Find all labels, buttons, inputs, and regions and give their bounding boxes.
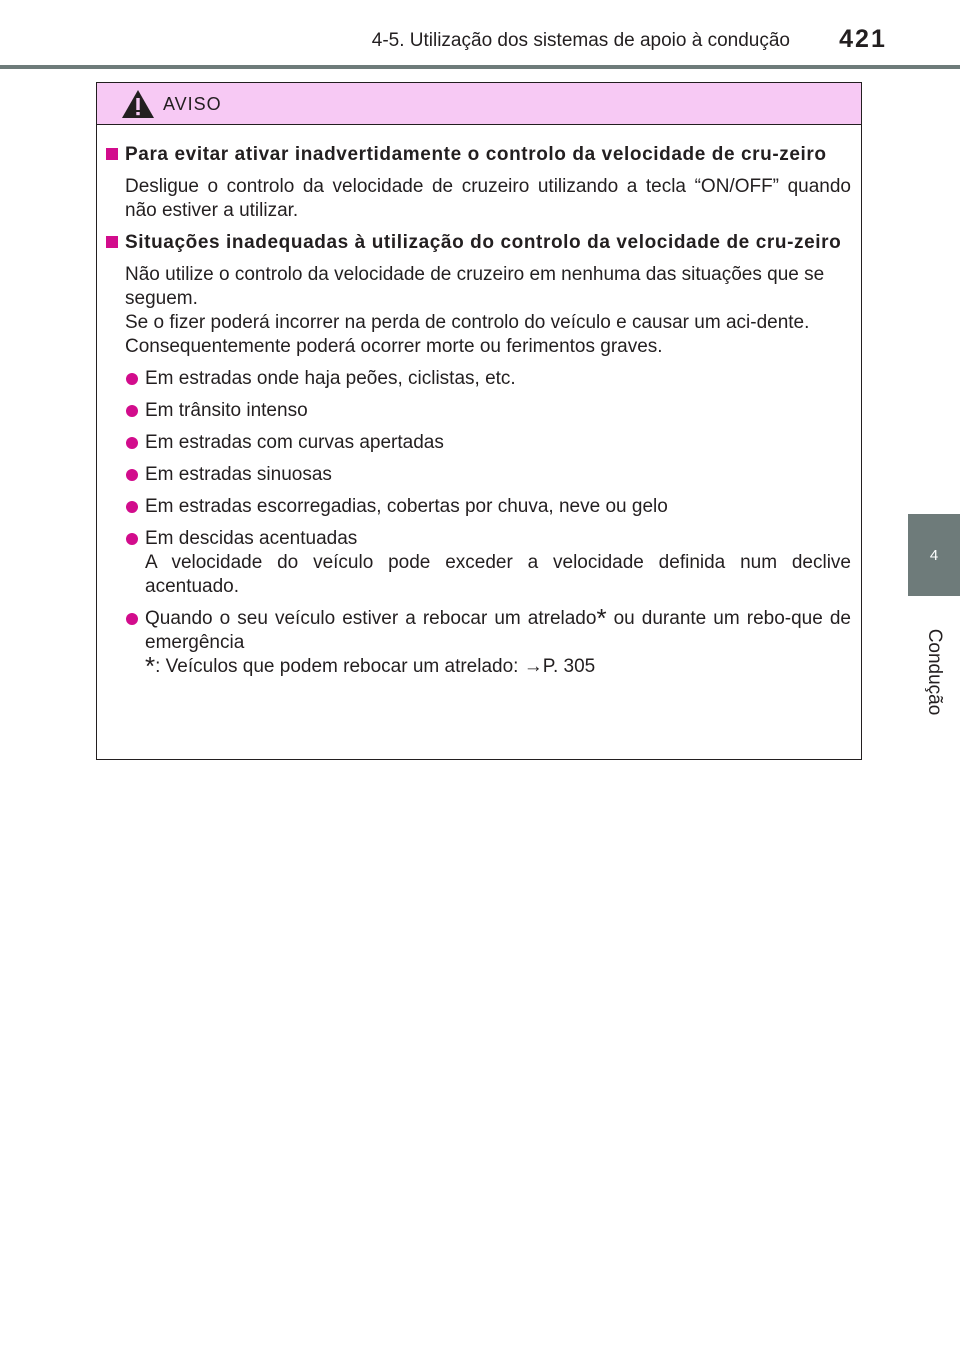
chapter-label: Condução — [924, 628, 945, 716]
chapter-tab — [908, 514, 960, 596]
list-item: Em estradas onde haja peões, ciclistas, etc. — [105, 367, 851, 391]
list-item: Em trânsito intenso — [105, 399, 851, 423]
topic-paragraph — [105, 263, 851, 359]
round-bullet-icon — [126, 437, 138, 449]
round-bullet-icon — [126, 613, 138, 625]
section-title: 4-5. Utilização dos sistemas de apoio à condução — [371, 30, 790, 51]
square-bullet-icon — [106, 236, 118, 248]
paragraph-line: Se o fizer poderá incorrer na perda de controlo do veículo e causar um aci-dente. Consequentemente poderá ocorrer morte ou ferimentos graves. — [125, 312, 810, 357]
round-bullet-icon — [126, 501, 138, 513]
round-bullet-icon — [126, 533, 138, 545]
list-item: Em estradas escorregadias, cobertas por chuva, neve ou gelo — [105, 495, 851, 519]
round-bullet-icon — [126, 373, 138, 385]
warning-title: AVISO — [163, 94, 222, 114]
arrow-right-icon: → — [523, 656, 543, 677]
warning-body — [97, 125, 861, 679]
round-bullet-icon — [126, 469, 138, 481]
header-divider — [0, 65, 960, 69]
page-reference-link[interactable]: P. 305 — [542, 656, 596, 677]
list-item: Quando o seu veículo estiver a rebocar um atrelado* ou durante um rebo-que de emergência *: Veículos que podem rebocar um atrelado: →P. 305 — [105, 607, 851, 679]
footnote: *: Veículos que podem rebocar um atrelado: →P. 305 — [145, 651, 596, 681]
warning-triangle-icon — [121, 89, 155, 119]
topic-paragraph: Desligue o controlo da velocidade de cruzeiro utilizando a tecla “ON/OFF” quando não estiver a utilizar. — [125, 176, 851, 221]
list-item: Em descidas acentuadas A velocidade do veículo pode exceder a velocidade definida num declive acentuado. — [105, 527, 851, 599]
topic-heading — [105, 143, 851, 167]
warning-header — [97, 83, 861, 125]
chapter-number: 4 — [929, 546, 939, 564]
footnote-marker: * — [145, 651, 156, 681]
warning-box — [96, 82, 862, 760]
topic-heading-text: Situações inadequadas à utilização do controlo da velocidade de cru-zeiro — [125, 232, 842, 253]
topic-heading-text: Para evitar ativar inadvertidamente o controlo da velocidade de cru-zeiro — [125, 144, 827, 165]
topic-heading — [105, 231, 851, 255]
paragraph-line: Não utilize o controlo da velocidade de cruzeiro em nenhuma das situações que se seguem. — [125, 264, 825, 309]
page-number: 421 — [839, 25, 887, 53]
round-bullet-icon — [126, 405, 138, 417]
list-item: Em estradas sinuosas — [105, 463, 851, 487]
square-bullet-icon — [106, 148, 118, 160]
footnote-marker: * — [596, 603, 607, 633]
list-item: Em estradas com curvas apertadas — [105, 431, 851, 455]
